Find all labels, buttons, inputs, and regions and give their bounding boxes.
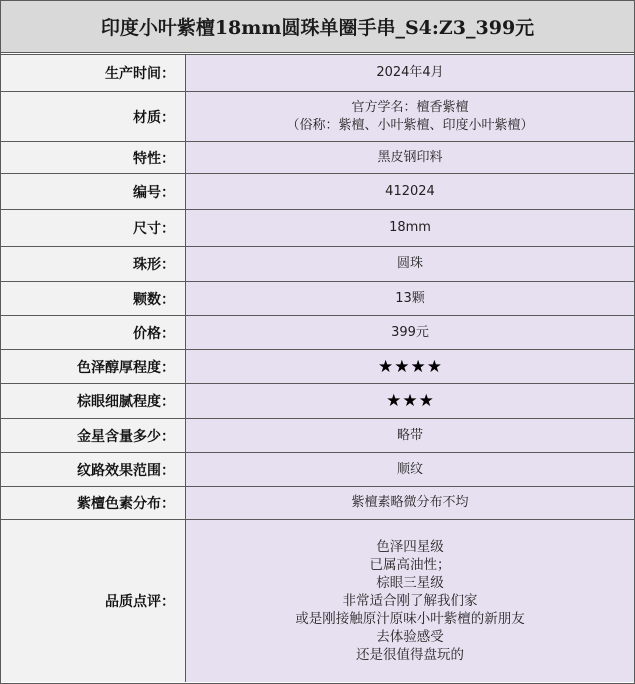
row-label: 色泽醇厚程度： — [1, 350, 186, 383]
row-value: 圆珠 — [186, 247, 634, 281]
review-line: 棕眼三星级 — [376, 575, 444, 591]
row-value: 399元 — [186, 316, 634, 349]
row-label: 金星含量多少： — [1, 419, 186, 452]
row-label: 棕眼细腻程度： — [1, 384, 186, 418]
review-line: 或是刚接触原汁原味小叶紫檀的新朋友 — [295, 611, 525, 627]
table-title: 印度小叶紫檀18mm圆珠单圈手串_S4:Z3_399元 — [1, 1, 634, 53]
table-row-bead-count — [1, 282, 634, 316]
row-value: 13颗 — [186, 282, 634, 315]
table-row-production-time — [1, 55, 634, 92]
table-row-feature — [1, 142, 634, 174]
row-label: 颗数： — [1, 282, 186, 315]
review-line: 去体验感受 — [376, 629, 444, 645]
star-icon: ★ — [418, 391, 434, 411]
value-line: 官方学名：檀香紫檀 — [351, 99, 469, 115]
row-value — [186, 350, 634, 383]
row-label: 价格： — [1, 316, 186, 349]
row-value — [186, 384, 634, 418]
table-row-grain-pattern — [1, 453, 634, 487]
star-rating — [378, 358, 442, 376]
table-row-gold-star-content — [1, 419, 634, 453]
row-value: 黑皮钢印料 — [186, 142, 634, 173]
table-row-serial-number — [1, 174, 634, 210]
row-label: 纹路效果范围： — [1, 453, 186, 486]
row-value — [186, 92, 634, 141]
review-line: 已属高油性； — [369, 557, 451, 573]
row-label: 珠形： — [1, 247, 186, 281]
row-value: 18mm — [186, 210, 634, 246]
star-icon: ★ — [386, 391, 402, 411]
row-label: 特性： — [1, 142, 186, 173]
star-icon: ★ — [410, 356, 426, 377]
row-value — [186, 520, 634, 682]
row-label: 生产时间： — [1, 55, 186, 91]
row-label: 品质点评： — [1, 520, 186, 682]
value-line: （俗称：紫檀、小叶紫檀、印度小叶紫檀） — [286, 117, 534, 133]
row-value: 顺纹 — [186, 453, 634, 486]
table-row-pore-fineness — [1, 384, 634, 419]
star-icon: ★ — [402, 391, 418, 411]
star-icon: ★ — [378, 356, 394, 377]
row-label: 编号： — [1, 174, 186, 209]
row-value: 紫檀素略微分布不均 — [186, 487, 634, 519]
table-row-size — [1, 210, 634, 247]
table-row-pigment-distribution — [1, 487, 634, 520]
table-row-color-richness — [1, 350, 634, 384]
table-row-quality-review — [1, 520, 634, 682]
row-label: 尺寸： — [1, 210, 186, 246]
star-rating — [386, 392, 434, 410]
review-line: 色泽四星级 — [376, 539, 444, 555]
review-line: 还是很值得盘玩的 — [356, 647, 464, 663]
review-line: 非常适合刚了解我们家 — [342, 593, 478, 609]
row-label: 材质： — [1, 92, 186, 141]
row-value: 2024年4月 — [186, 55, 634, 91]
star-icon: ★ — [426, 356, 442, 377]
table-row-price — [1, 316, 634, 350]
star-icon: ★ — [394, 356, 410, 377]
row-value: 略带 — [186, 419, 634, 452]
table-row-bead-shape — [1, 247, 634, 282]
row-value: 412024 — [186, 174, 634, 209]
row-label: 紫檀色素分布： — [1, 487, 186, 519]
table-row-material — [1, 92, 634, 142]
